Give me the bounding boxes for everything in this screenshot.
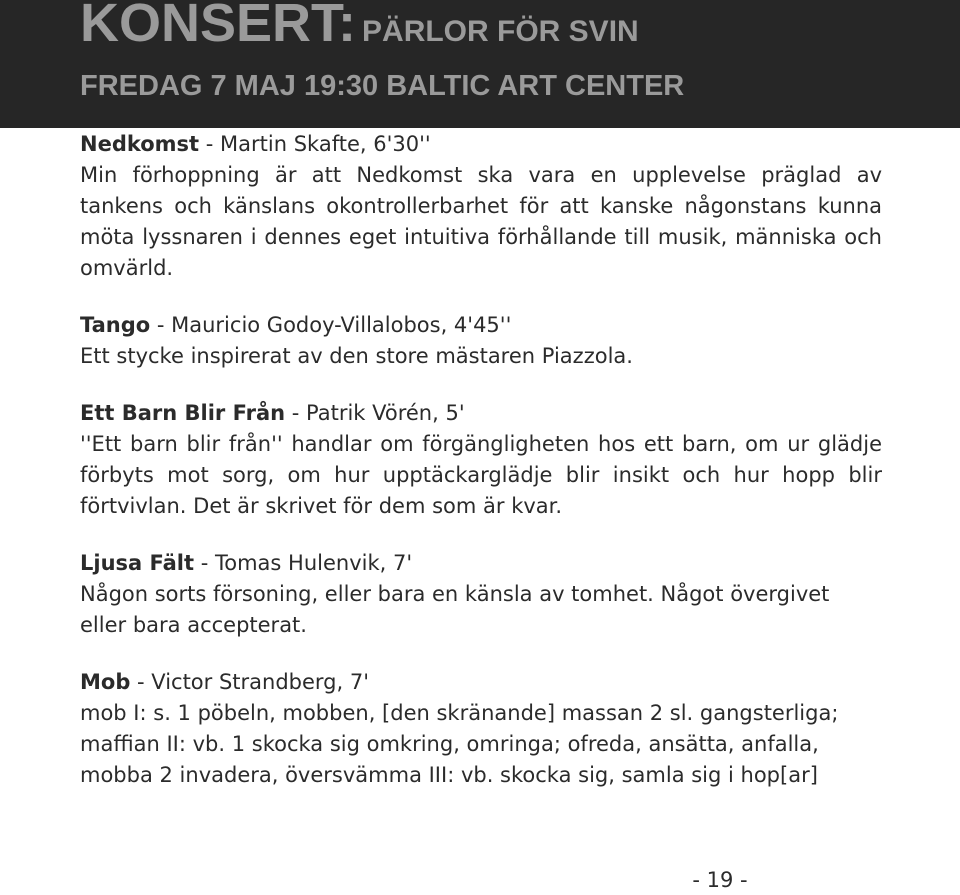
piece-description: mob I: s. 1 pöbeln, mobben, [den skränande] massan 2 sl. gangsterliga; maffian II: vb. 1 skocka sig omkring, omringa; ofreda, ansätta, anfalla, mobba 2 invadera, översvämma III: vb. skocka sig, samla sig i hop[ar] (80, 701, 839, 787)
concert-title-main: KONSERT: (80, 0, 357, 53)
program-list (80, 129, 882, 817)
piece-title: Tango (80, 313, 151, 337)
event-date-venue: FREDAG 7 MAJ 19:30 BALTIC ART CENTER (80, 70, 685, 102)
program-item (80, 548, 882, 641)
piece-heading (80, 667, 882, 698)
program-item (80, 667, 882, 791)
piece-title: Ett Barn Blir Från (80, 401, 286, 425)
piece-description: Någon sorts försoning, eller bara en känsla av tomhet. Något övergivet eller bara accepterat. (80, 582, 830, 637)
piece-title: Nedkomst (80, 132, 200, 156)
piece-heading (80, 129, 882, 160)
piece-title: Ljusa Fält (80, 551, 195, 575)
page-number: - 19 - (692, 868, 748, 892)
concert-title (80, 0, 639, 54)
piece-credit: - Martin Skafte, 6'30'' (199, 132, 431, 156)
program-item (80, 310, 882, 372)
program-item (80, 398, 882, 522)
header-banner (0, 0, 960, 128)
piece-credit: - Victor Strandberg, 7' (130, 670, 369, 694)
piece-title: Mob (80, 670, 131, 694)
piece-heading (80, 398, 882, 429)
concert-title-sub: PÄRLOR FÖR SVIN (362, 15, 639, 48)
piece-credit: - Mauricio Godoy-Villalobos, 4'45'' (150, 313, 512, 337)
piece-description: Ett stycke inspirerat av den store mästaren Piazzola. (80, 344, 633, 368)
program-item (80, 129, 882, 284)
piece-description: Min förhoppning är att Nedkomst ska vara en upplevelse präglad av tankens och känslans okontrollerbarhet för att kanske någonstans kunna möta lyssnaren i dennes eget intuitiva förhållande till musik, människa och omvärld. (80, 163, 882, 280)
piece-credit: - Patrik Vörén, 5' (285, 401, 465, 425)
piece-description: ''Ett barn blir från'' handlar om förgängligheten hos ett barn, om ur glädje förbyts mot sorg, om hur upptäckarglädje blir insikt och hur hopp blir förtvivlan. Det är skrivet för dem som är kvar. (80, 432, 882, 518)
piece-heading (80, 548, 882, 579)
piece-heading (80, 310, 882, 341)
piece-credit: - Tomas Hulenvik, 7' (194, 551, 413, 575)
